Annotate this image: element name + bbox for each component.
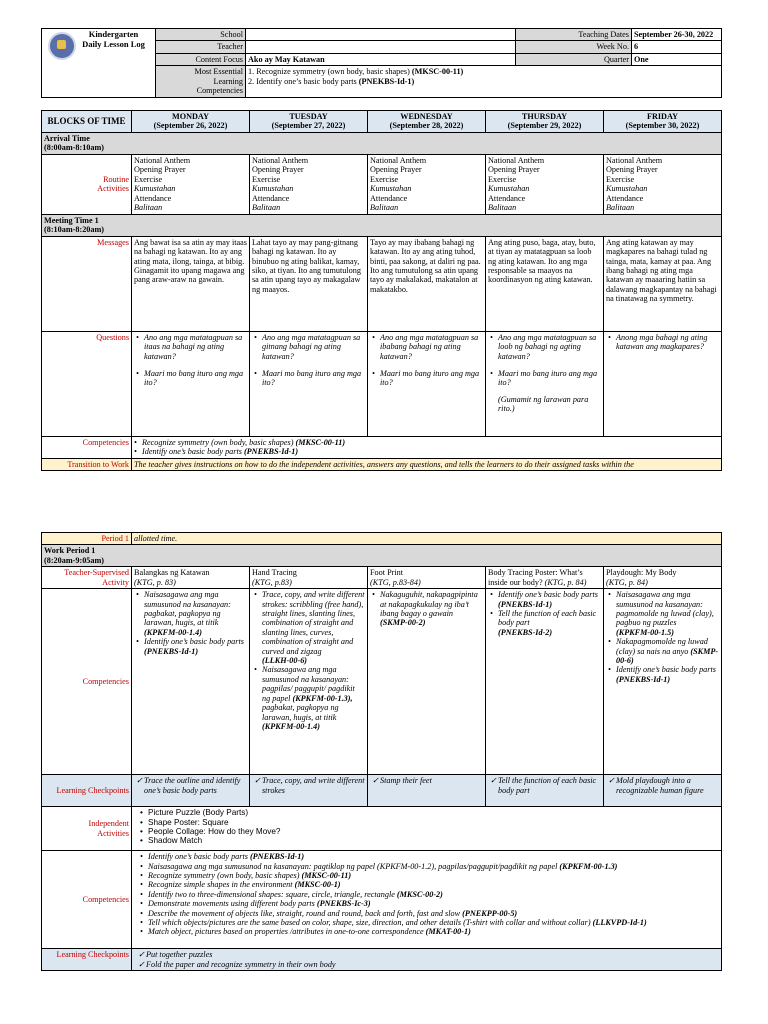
deped-seal-icon	[48, 32, 76, 60]
questions-tuesday: • Ano ang mga matatagpuan sa gitnang bahagi ng ating katawan? • Maari mo bang ituro ang mga ito?	[250, 331, 368, 436]
ia-competencies-list: • Identify one’s basic body parts (PNEKBS-Id-1) • Naisasagawa ang mga sumusunod na kasanayan: pagtiklop ng papel (KPKFM-00-1.2), pagpilas/paggupit/pagdikit ng papel (KPKFM-00-1.3) • Recognize symmetry (own body, basic shapes) (MKSC-00-11) • Recognize simple shapes in the environment (MKSC-00-1) • Identify two to three-dimensional shapes: square, circle, triangle, rectangle (MKSC-00-2) • Demonstrate movements using different body parts (PNEKBS-Ic-3) • Describe the movement of objects like, straight, round and round, back and forth, fast and slow (PNEKPP-00-5) • Tell which objects/pictures are the same based on color, shape, size, direction, and other details (T-shirt with collar and without collar) (LLKVPD-Id-1) • Match object, pictures based on properties /attributes in one-to-one correspondence (MKAT-00-1)	[132, 851, 722, 949]
checkpoints2-row	[42, 949, 722, 971]
days-header-row	[42, 111, 722, 133]
day-tuesday: TUESDAY (September 27, 2022)	[250, 111, 368, 133]
period-label: Period 1	[42, 533, 132, 545]
schedule-table-2	[41, 532, 722, 971]
day-wednesday: WEDNESDAY (September 28, 2022)	[368, 111, 486, 133]
routine-tuesday: National Anthem Opening Prayer Exercise Kumustahan Attendance Balitaan	[250, 154, 368, 214]
routine-thursday: National Anthem Opening Prayer Exercise Kumustahan Attendance Balitaan	[486, 154, 604, 214]
checkpoints-row	[42, 775, 722, 807]
ia-competencies-row	[42, 851, 722, 949]
arrival-time-header: Arrival Time (8:00am-8:10am)	[42, 133, 722, 155]
label-teacher: Teacher	[156, 41, 246, 53]
messages-label: Messages	[42, 236, 132, 331]
schedule-table-1	[41, 110, 722, 471]
period-text: allotted time.	[132, 533, 722, 545]
value-teacher	[246, 41, 516, 53]
wp-comp-friday: • Naisasagawa ang mga sumusunod na kasanayan: pagmomolde ng luwad (clay), pagbuo ng puzzles (KPKFM-00-1.5) • Nakapagmomolde ng luwad (clay) sa nais na anyo (SKMP-00-6) • Identify one’s basic body parts (PNEKBS-Id-1)	[604, 589, 722, 775]
value-mel: 1. Recognize symmetry (own body, basic shapes) (MKSC-00-11) 2. Identify one’s basic body parts (PNEKBS-Id-1)	[246, 66, 722, 98]
questions-friday: • Anong mga bahagi ng ating katawan ang magkapares?	[604, 331, 722, 436]
message-monday: Ang bawat isa sa atin ay may itaas na bahagi ng katawan. Ito ay ang ating mata, ilong, tainga, at bibig. Ginagamit ito upang magawa ang pang araw-araw na gawain.	[132, 236, 250, 331]
activity-monday: Balangkas ng Katawan (KTG, p. 83)	[132, 567, 250, 589]
questions-row	[42, 331, 722, 436]
tsa-row	[42, 567, 722, 589]
checkpoint-thursday: ✓ Tell the function of each basic body part	[486, 775, 604, 807]
work-period-header: Work Period 1 (8:20am-9:05am)	[42, 545, 722, 567]
meeting-time-header: Meeting Time 1 (8:10am-8:20am)	[42, 214, 722, 236]
messages-row	[42, 236, 722, 331]
routine-wednesday: National Anthem Opening Prayer Exercise Kumustahan Attendance Balitaan	[368, 154, 486, 214]
message-wednesday: Tayo ay may ibabang bahagi ng katawan. Ito ay ang ating tuhod, binti, paa sakong, at daliri ng paa. Ito ang tumutulong sa atin upang tayo ay makalakad, makatalon at makatakbo.	[368, 236, 486, 331]
blocks-of-time-header: BLOCKS OF TIME	[42, 111, 132, 133]
day-thursday: THURSDAY (September 29, 2022)	[486, 111, 604, 133]
activity-friday: Playdough: My Body (KTG, p. 84)	[604, 567, 722, 589]
independent-list: • Picture Puzzle (Body Parts) • Shape Poster: Square • People Collage: How do they Move? • Shadow Match	[132, 807, 722, 851]
value-teaching-dates: September 26-30, 2022	[632, 29, 722, 41]
value-content-focus: Ako ay May Katawan	[246, 53, 516, 65]
label-school: School	[156, 29, 246, 41]
message-tuesday: Lahat tayo ay may pang-gitnang bahagi ng katawan. Ito ay binubuo ng ating balikat, kamay, siko, at tiyan. Ito ang tumutulong sa atin upang tayo ay makagalaw ng maayos.	[250, 236, 368, 331]
wp-comp-monday: • Naisasagawa ang mga sumusunod na kasanayan: pagbakat, pagkopya ng larawan, hugis, at titik (KPKFM-00-1.4) • Identify one’s basic body parts (PNEKBS-Id-1)	[132, 589, 250, 775]
message-friday: Ang ating katawan ay may magkapares na bahagi tulad ng tainga, mata, kamay at paa. Ang ibang bahagi ng ating mga katawan ay maaaring hatiin sa dalawang magkapantay na bahagi na tinatawag na symmetry.	[604, 236, 722, 331]
label-mel: Most Essential Learning Competencies	[156, 66, 246, 98]
transition-label: Transition to Work	[42, 458, 132, 470]
questions-label: Questions	[42, 331, 132, 436]
routine-friday: National Anthem Opening Prayer Exercise Kumustahan Attendance Balitaan	[604, 154, 722, 214]
header-table	[41, 28, 722, 98]
header-title-line1: Kindergarten	[88, 29, 139, 39]
activity-tuesday: Hand Tracing (KTG, p.83)	[250, 567, 368, 589]
checkpoint-monday: ✓ Trace the outline and identify one’s basic body parts	[132, 775, 250, 807]
label-teaching-dates: Teaching Dates	[516, 29, 632, 41]
checkpoint-tuesday: ✓ Trace, copy, and write different strokes	[250, 775, 368, 807]
wp-comp-thursday: • Identify one’s basic body parts (PNEKBS-Id-1) • Tell the function of each basic body part (PNEKBS-Id-2)	[486, 589, 604, 775]
transition-row	[42, 458, 722, 470]
tsa-label: Teacher-Supervised Activity	[42, 567, 132, 589]
value-week-no: 6	[632, 41, 722, 53]
routine-label: Routine Activities	[42, 154, 132, 214]
day-friday: FRIDAY (September 30, 2022)	[604, 111, 722, 133]
independent-label: Independent Activities	[42, 807, 132, 851]
day-monday: MONDAY (September 26, 2022)	[132, 111, 250, 133]
label-content-focus: Content Focus	[156, 53, 246, 65]
activity-thursday: Body Tracing Poster: What’s inside our body? (KTG, p. 84)	[486, 567, 604, 589]
value-quarter: One	[632, 53, 722, 65]
competencies-list: • Recognize symmetry (own body, basic shapes) (MKSC-00-11) • Identify one’s basic body parts (PNEKBS-Id-1)	[132, 436, 722, 458]
header-title-line2: Daily Lesson Log	[82, 38, 145, 49]
routine-row	[42, 154, 722, 214]
wp-competencies-row	[42, 589, 722, 775]
activity-wednesday: Foot Print (KTG, p.83-84)	[368, 567, 486, 589]
label-quarter: Quarter	[516, 53, 632, 65]
questions-wednesday: • Ano ang mga matatagpuan sa ibabang bahagi ng ating katawan? • Maari mo bang ituro ang mga ito?	[368, 331, 486, 436]
checkpoints-label: Learning Checkpoints	[42, 775, 132, 807]
independent-row	[42, 807, 722, 851]
routine-monday: National Anthem Opening Prayer Exercise Kumustahan Attendance Balitaan	[132, 154, 250, 214]
questions-monday: • Ano ang mga matatagpuan sa itaas na bahagi ng ating katawan? • Maari mo bang ituro ang mga ito?	[132, 331, 250, 436]
value-school	[246, 29, 516, 41]
header-title-cell	[42, 29, 156, 98]
competencies-label: Competencies	[42, 436, 132, 458]
checkpoint-wednesday: ✓ Stamp their feet	[368, 775, 486, 807]
questions-thursday: • Ano ang mga matatagpuan sa loob ng bahagi ng agting katawan? • Maari mo bang ituro ang mga ito? (Gumamit ng larawan para rito.)	[486, 331, 604, 436]
transition-text: The teacher gives instructions on how to do the independent activities, answers any questions, and tells the learners to do their assigned tasks within the	[132, 458, 722, 470]
ia-competencies-label: Competencies	[42, 851, 132, 949]
message-thursday: Ang ating puso, baga, atay, buto, at tiyan ay matatagpuan sa loob ng ating katawan. Ito ang mga responsable sa maayos na koordinasyon ng ating katawan.	[486, 236, 604, 331]
wp-comp-wednesday: • Nakaguguhit, nakapagpipinta at nakapagkukulay ng iba’t ibang bagay o gawain (SKMP-00-2)	[368, 589, 486, 775]
checkpoint-friday: ✓ Mold playdough into a recognizable human figure	[604, 775, 722, 807]
checkpoints2-label: Learning Checkpoints	[42, 949, 132, 971]
checkpoints2-list: ✓ Put together puzzles ✓ Fold the paper and recognize symmetry in their own body	[132, 949, 722, 971]
wp-competencies-label: Competencies	[42, 589, 132, 775]
competencies-row	[42, 436, 722, 458]
wp-comp-tuesday: • Trace, copy, and write different strokes: scribbling (free hand), straight lines, slanting lines, combination of straight and slanting lines, curves, combination of straight and curved and zigzag (LLKH-00-6) • Naisasagawa ang mga sumusunod na kasanayan: pagpilas/ paggupit/ pagdikit ng papel (KPKFM-00-1.3), pagbakat, pagkopya ng larawan, hugis, at titik (KPKFM-00-1.4)	[250, 589, 368, 775]
label-week-no: Week No.	[516, 41, 632, 53]
